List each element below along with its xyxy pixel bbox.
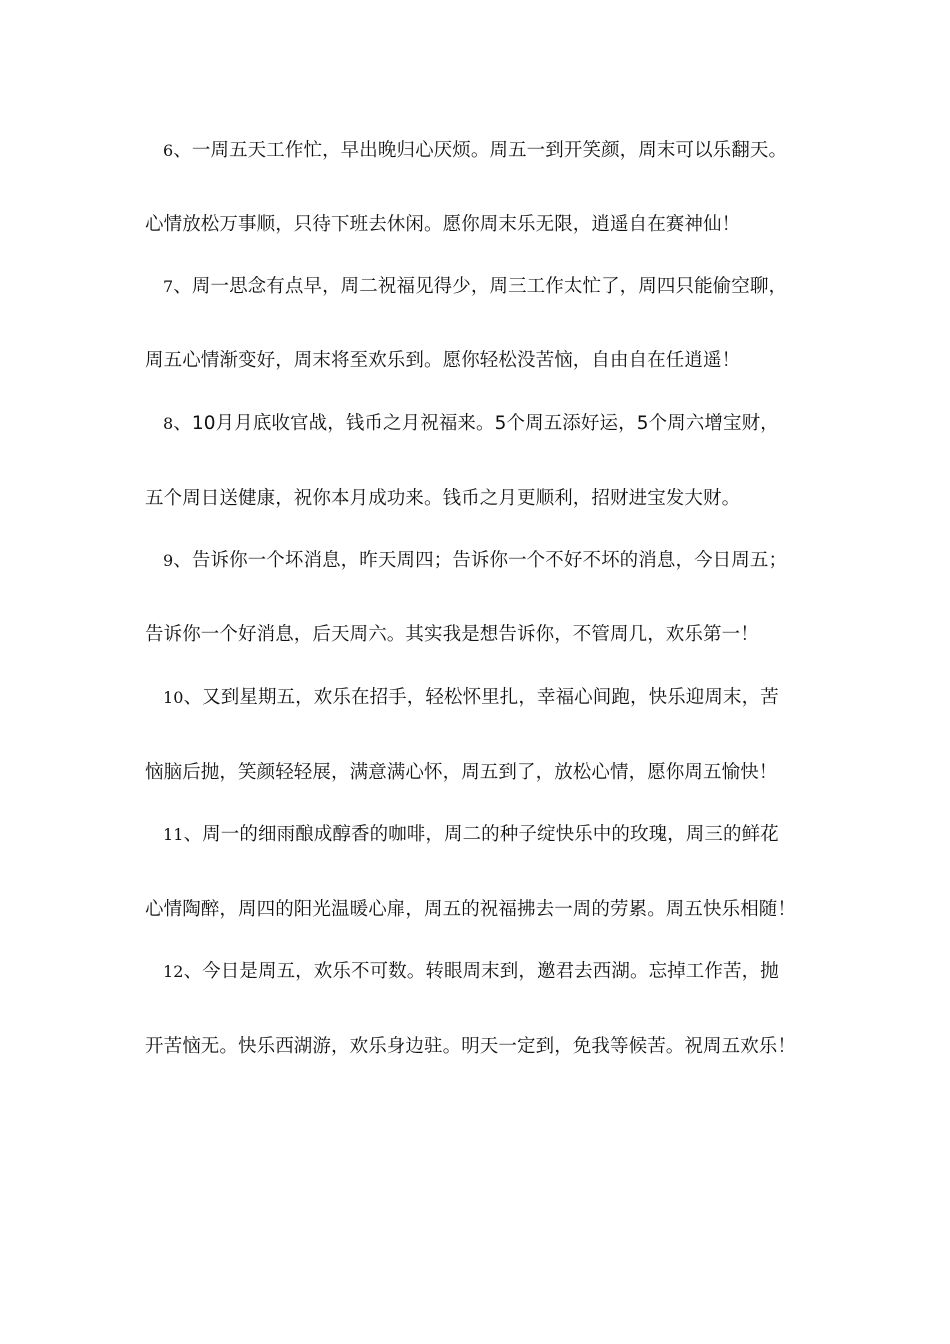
paragraph-6-line-2: 心情放松万事顺，只待下班去休闲。愿你周末乐无限，逍遥自在赛神仙！ <box>145 214 741 235</box>
paragraph-9-number: 9 <box>163 551 174 570</box>
paragraph-12-line-1 <box>163 957 805 987</box>
paragraph-6-text-1: 、一周五天工作忙，早出晚归心厌烦。周五一到开笑颜，周末可以乐翻天。 <box>173 140 788 161</box>
paragraph-10-line-1 <box>163 683 805 713</box>
paragraph-10-line-2: 恼脑后抛，笑颜轻轻展，满意满心怀，周五到了，放松心情，愿你周五愉快！ <box>145 762 778 783</box>
paragraph-10-text-1: 、又到星期五，欢乐在招手，轻松怀里扎，幸福心间跑，快乐迎周末，苦 <box>183 687 779 708</box>
paragraph-11-line-2: 心情陶醉，周四的阳光温暖心扉，周五的祝福拂去一周的劳累。周五快乐相随！ <box>145 899 797 920</box>
paragraph-6-line-1 <box>163 136 805 166</box>
paragraph-12-line-2: 开苦恼无。快乐西湖游，欢乐身边驻。明天一定到，免我等候苦。祝周五欢乐！ <box>145 1036 797 1057</box>
paragraph-8-line-2: 五个周日送健康，祝你本月成功来。钱币之月更顺利，招财进宝发大财。 <box>145 488 741 509</box>
paragraph-9-text-1: 、告诉你一个坏消息，昨天周四；告诉你一个不好不坏的消息，今日周五； <box>173 550 788 571</box>
paragraph-7-line-2: 周五心情渐变好，周末将至欢乐到。愿你轻松没苦恼，自由自在任逍遥！ <box>145 350 741 371</box>
paragraph-7-text-1: 、周一思念有点早，周二祝福见得少，周三工作太忙了，周四只能偷空聊， <box>173 276 788 297</box>
paragraph-12-number: 12 <box>163 962 184 981</box>
paragraph-6-number: 6 <box>163 141 174 160</box>
paragraph-11-line-1 <box>163 820 805 850</box>
paragraph-8-text-1: 、10月月底收官战，钱币之月祝福来。5个周五添好运，5个周六增宝财， <box>173 413 779 434</box>
paragraph-8-number: 8 <box>163 414 174 433</box>
paragraph-8-line-1 <box>163 409 805 439</box>
paragraph-9-line-1 <box>163 546 805 576</box>
paragraph-9-line-2: 告诉你一个好消息，后天周六。其实我是想告诉你，不管周几，欢乐第一！ <box>145 624 759 645</box>
paragraph-7-line-1 <box>163 272 805 302</box>
paragraph-11-text-1: 、周一的细雨酿成醇香的咖啡，周二的种子绽快乐中的玫瑰，周三的鲜花 <box>183 824 779 845</box>
paragraph-10-number: 10 <box>163 688 184 707</box>
paragraph-11-number: 11 <box>163 825 184 844</box>
paragraph-7-number: 7 <box>163 277 174 296</box>
paragraph-12-text-1: 、今日是周五，欢乐不可数。转眼周末到，邀君去西湖。忘掉工作苦，抛 <box>183 961 779 982</box>
